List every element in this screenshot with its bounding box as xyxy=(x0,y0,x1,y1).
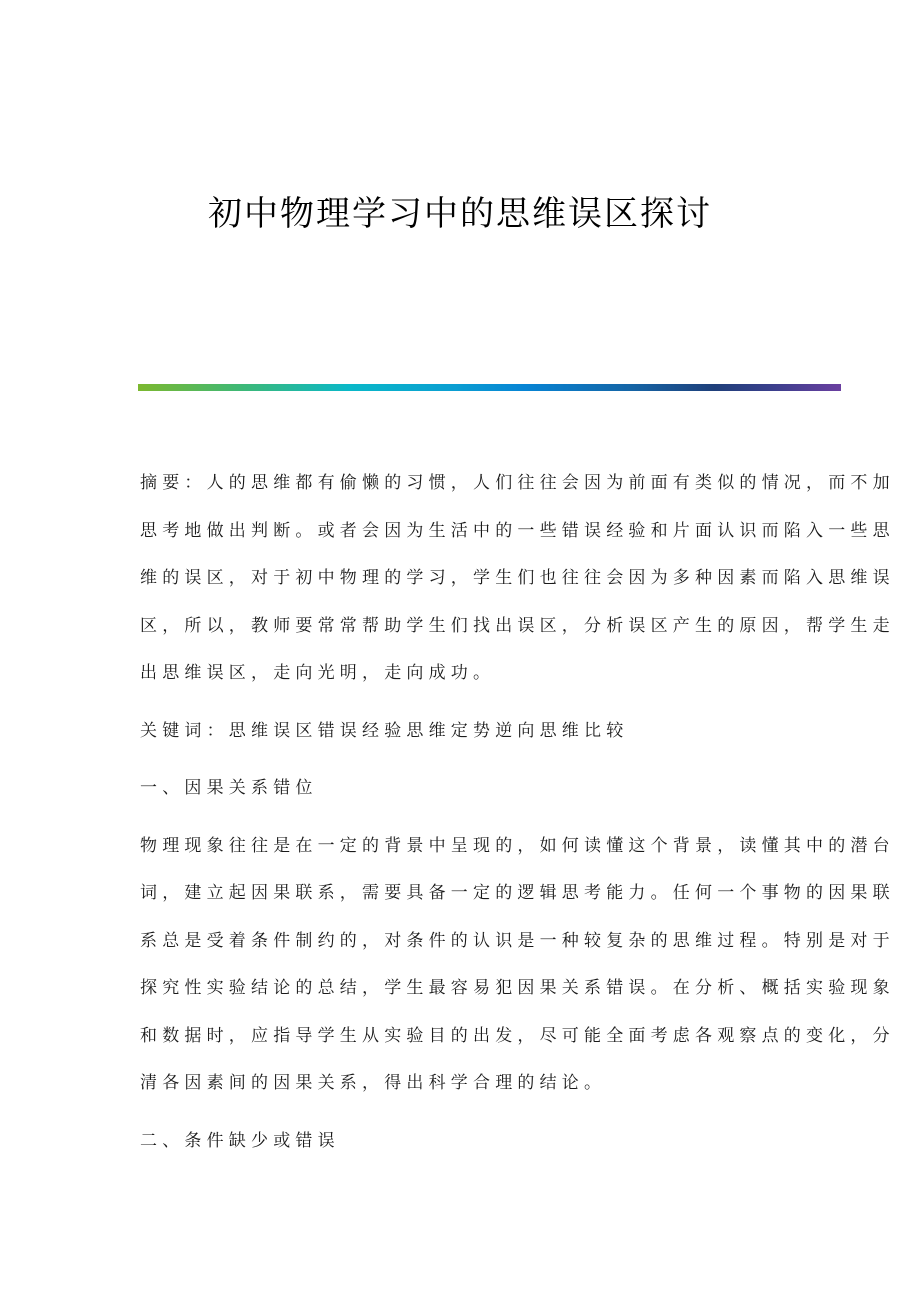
abstract-paragraph xyxy=(140,460,895,698)
body-line: 物理现象往往是在一定的背景中呈现的，如何读懂这个背景，读懂其中的潜台 xyxy=(140,835,895,856)
document-title: 初中物理学习中的思维误区探讨 xyxy=(208,194,712,234)
section-1-paragraph xyxy=(140,823,895,1108)
section-heading-1: 一、因果关系错位 xyxy=(140,778,318,798)
abstract-line: 思考地做出判断。或者会因为生活中的一些错误经验和片面认识而陷入一些思 xyxy=(140,520,895,541)
body-line: 探究性实验结论的总结，学生最容易犯因果关系错误。在分析、概括实验现象 xyxy=(140,978,895,998)
keywords-paragraph xyxy=(140,708,780,756)
keywords-text: 关键词：思维误区错误经验思维定势逆向思维比较 xyxy=(140,720,629,741)
abstract-line: 摘要：人的思维都有偷懒的习惯，人们往往会因为前面有类似的情况，而不加 xyxy=(140,473,895,493)
body-line: 清各因素间的因果关系，得出科学合理的结论。 xyxy=(140,1073,607,1093)
abstract-line: 区，所以，教师要常常帮助学生们找出误区，分析误区产生的原因，帮学生走 xyxy=(140,615,895,636)
title-divider-gradient-bar xyxy=(138,384,841,391)
section-heading-2: 二、条件缺少或错误 xyxy=(140,1130,340,1151)
body-line: 系总是受着条件制约的，对条件的认识是一种较复杂的思维过程。特别是对于 xyxy=(140,930,895,951)
abstract-line: 维的误区，对于初中物理的学习，学生们也往往会因为多种因素而陷入思维误 xyxy=(140,568,895,588)
abstract-line: 出思维误区，走向光明，走向成功。 xyxy=(140,663,496,683)
document-body xyxy=(140,460,895,1175)
body-line: 词，建立起因果联系，需要具备一定的逻辑思考能力。任何一个事物的因果联 xyxy=(140,883,895,903)
body-line: 和数据时，应指导学生从实验目的出发，尽可能全面考虑各观察点的变化，分 xyxy=(140,1025,895,1046)
